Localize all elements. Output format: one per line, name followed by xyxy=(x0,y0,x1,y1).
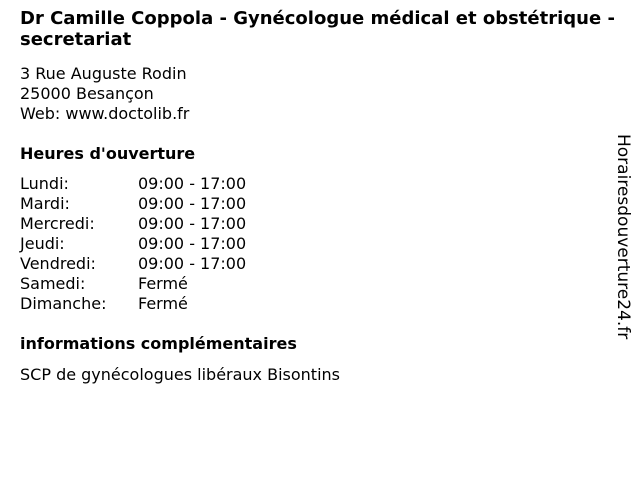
hours-day: Dimanche: xyxy=(20,294,107,313)
address-block xyxy=(20,64,189,124)
site-watermark xyxy=(612,134,636,344)
opening-hours-heading: Heures d'ouverture xyxy=(20,144,196,163)
hours-time: 09:00 - 17:00 xyxy=(138,214,247,233)
business-name: Dr Camille Coppola - Gynécologue médical et obstétrique - secretariat xyxy=(20,8,615,50)
watermark-text: Horairesdouverture24.fr xyxy=(613,134,633,340)
hours-day: Jeudi: xyxy=(20,234,65,253)
hours-day: Mercredi: xyxy=(20,214,95,233)
address-city: 25000 Besançon xyxy=(20,84,154,103)
additional-info-heading: informations complémentaires xyxy=(20,334,297,353)
website-line: Web: www.doctolib.fr xyxy=(20,104,190,123)
hours-time: 09:00 - 17:00 xyxy=(138,234,247,253)
hours-time: 09:00 - 17:00 xyxy=(138,194,247,213)
additional-info-text: SCP de gynécologues libéraux Bisontins xyxy=(20,365,340,384)
hours-time: 09:00 - 17:00 xyxy=(138,174,247,193)
hours-day: Samedi: xyxy=(20,274,86,293)
address-street: 3 Rue Auguste Rodin xyxy=(20,64,187,83)
hours-time: Fermé xyxy=(138,274,188,293)
hours-day: Vendredi: xyxy=(20,254,96,273)
hours-time: 09:00 - 17:00 xyxy=(138,254,247,273)
hours-day: Mardi: xyxy=(20,194,70,213)
hours-time: Fermé xyxy=(138,294,188,313)
hours-day: Lundi: xyxy=(20,174,69,193)
